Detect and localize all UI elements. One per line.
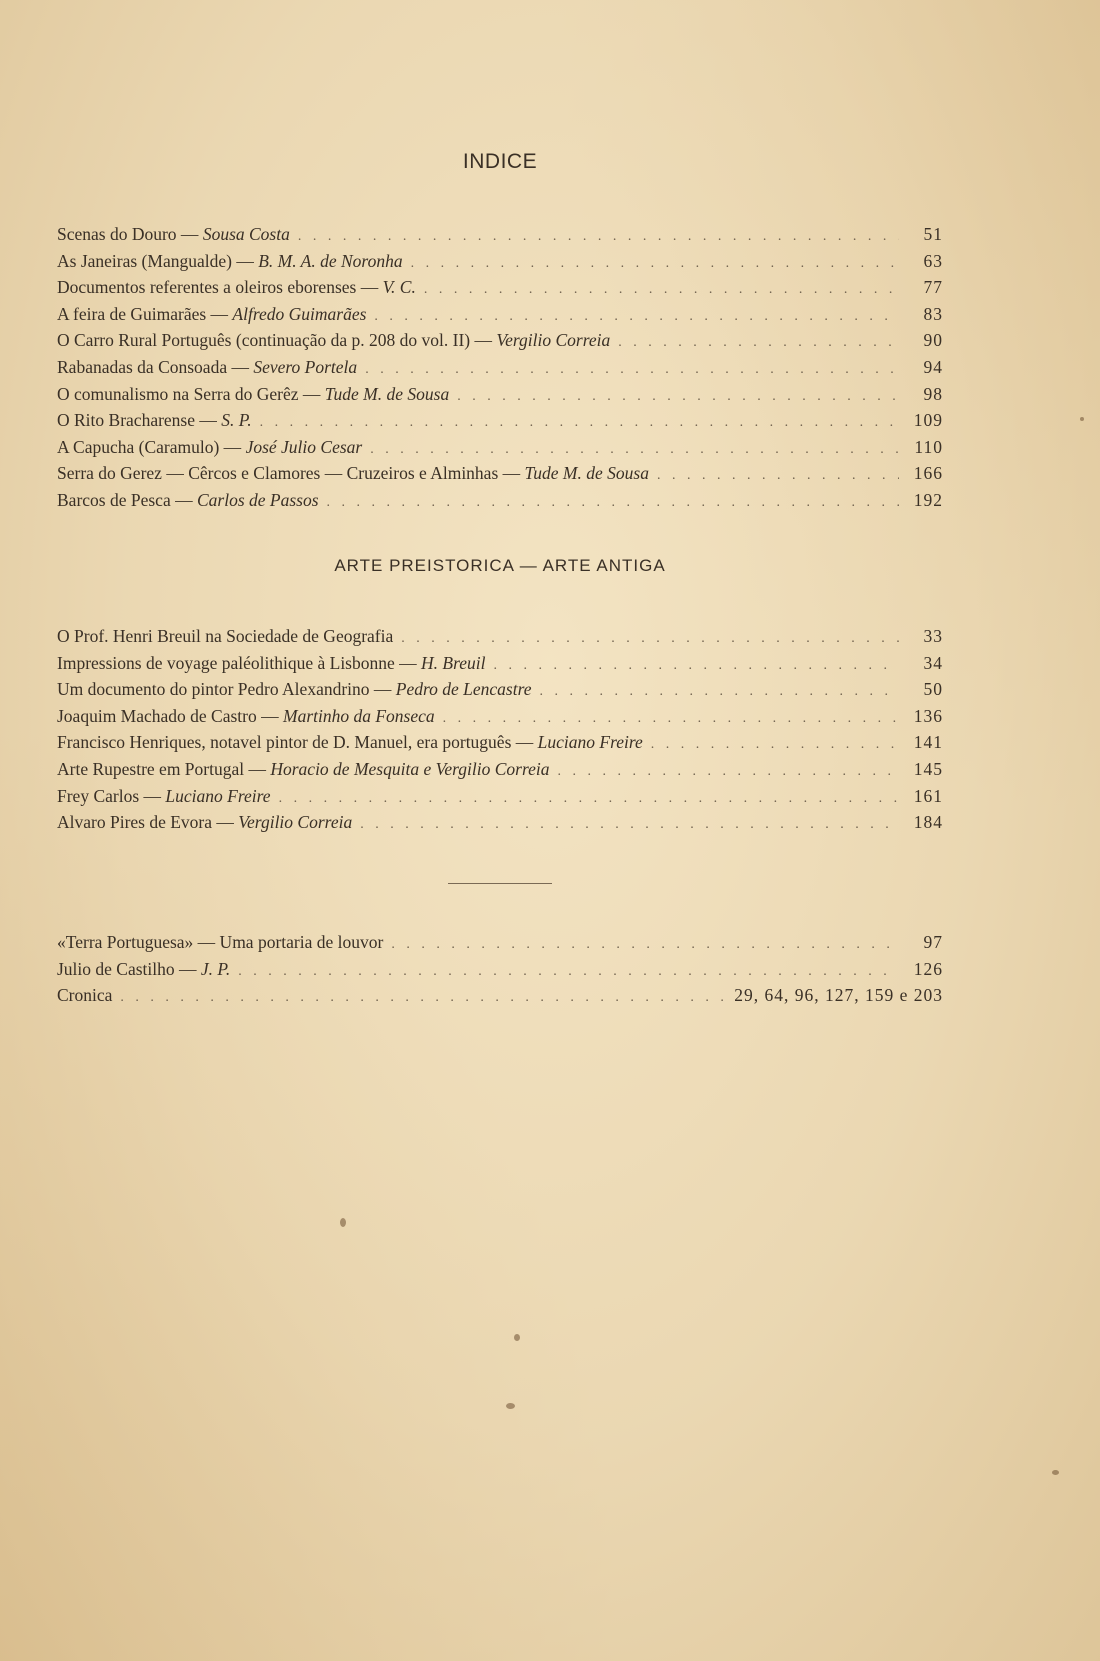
index-entry	[57, 676, 943, 703]
entry-page: 63	[923, 250, 943, 271]
entry-page: 141	[913, 732, 943, 753]
entry-page: 51	[923, 224, 943, 244]
index-entry	[57, 487, 943, 514]
entry-page: 110	[914, 436, 943, 457]
index-entry	[57, 301, 943, 328]
entry-title: A feira de Guimarães —	[57, 303, 233, 324]
entry-page: 184	[913, 812, 943, 833]
entry-page: 145	[913, 758, 943, 779]
entry-title: «Terra Portuguesa» — Uma portaria de louvor	[57, 932, 384, 952]
entry-author: Alfredo Guimarães	[232, 303, 367, 324]
dot-leader	[260, 410, 899, 437]
index-entry	[57, 703, 943, 730]
entry-author: V. C.	[382, 277, 416, 298]
entry-title: O Prof. Henri Breuil na Sociedade de Geografia	[57, 626, 394, 646]
index-entry	[57, 650, 943, 677]
entry-author: Sousa Costa	[202, 224, 290, 244]
entry-page: 109	[913, 410, 943, 431]
entry-title: As Janeiras (Mangualde) —	[57, 250, 259, 271]
entry-title: O Rito Bracharense —	[57, 410, 222, 431]
index-entry	[57, 982, 943, 1009]
dot-leader	[365, 357, 899, 384]
entry-page: 161	[913, 785, 943, 806]
dot-leader	[279, 786, 899, 813]
entry-title: Rabanadas da Consoada —	[57, 356, 254, 377]
arte-index-list	[57, 623, 943, 836]
page-title: INDICE	[462, 150, 538, 173]
entry-page: 50	[923, 679, 943, 700]
entry-author: Horacio de Mesquita e Vergilio Correia	[270, 758, 550, 779]
paper-stain	[1052, 1470, 1059, 1475]
dot-leader	[411, 251, 899, 278]
entry-title: Cronica	[57, 985, 113, 1006]
dot-leader	[494, 653, 900, 680]
index-entry	[57, 729, 943, 756]
index-entry	[57, 623, 943, 650]
entry-author: Vergilio Correia	[496, 330, 611, 351]
entry-title: Serra do Gerez — Cêrcos e Clamores — Cruzeiros e Alminhas —	[57, 463, 525, 484]
entry-title: Frey Carlos —	[57, 785, 166, 806]
entry-author: Luciano Freire	[537, 732, 643, 753]
index-entry	[57, 407, 943, 434]
index-entry	[57, 248, 943, 275]
dot-leader	[558, 759, 899, 786]
dot-leader	[120, 985, 724, 1012]
entry-title: Documentos referentes a oleiros eborenses —	[57, 277, 383, 298]
entry-author: Vergilio Correia	[238, 812, 353, 833]
index-entry	[57, 434, 943, 461]
entry-author: Pedro de Lencastre	[395, 679, 532, 700]
entry-title: Joaquim Machado de Castro —	[57, 705, 283, 726]
entry-title: Arte Rupestre em Portugal —	[57, 758, 271, 779]
entry-title: Julio de Castilho —	[57, 958, 201, 979]
entry-page: 166	[913, 463, 943, 484]
index-entry	[57, 274, 943, 301]
dot-leader	[618, 330, 899, 357]
index-entry	[57, 381, 943, 408]
paper-stain	[514, 1334, 520, 1341]
dot-leader	[238, 959, 899, 986]
dot-leader	[443, 706, 899, 733]
entry-author: José Julio Cesar	[245, 436, 363, 457]
dot-leader	[651, 732, 899, 759]
entry-title: Um documento do pintor Pedro Alexandrino —	[57, 679, 396, 700]
entry-title: Scenas do Douro —	[57, 224, 203, 244]
entry-author: S. P.	[221, 410, 252, 431]
entry-title: Francisco Henriques, notavel pintor de D. Manuel, era português —	[57, 732, 538, 753]
main-index-list	[57, 221, 943, 514]
entry-title: O comunalismo na Serra do Gerêz —	[57, 383, 325, 404]
dot-leader	[360, 812, 899, 839]
misc-index-list	[57, 929, 943, 1009]
entry-title: O Carro Rural Português (continuação da p. 208 do vol. II) —	[57, 330, 497, 351]
index-entry	[57, 327, 943, 354]
entry-page: 192	[913, 489, 943, 510]
dot-leader	[657, 463, 899, 490]
entry-page: 98	[923, 383, 943, 404]
paper-stain	[340, 1218, 346, 1227]
entry-author: Severo Portela	[253, 356, 358, 377]
entry-title: Impressions de voyage paléolithique à Lisbonne —	[57, 652, 422, 673]
entry-page: 126	[913, 958, 943, 979]
index-entry	[57, 221, 943, 248]
entry-page: 77	[923, 277, 943, 298]
entry-title: A Capucha (Caramulo) —	[57, 436, 246, 457]
entry-title: Barcos de Pesca —	[57, 489, 197, 510]
entry-page: 90	[923, 330, 943, 351]
index-entry	[57, 809, 943, 836]
entry-page: 33	[923, 626, 943, 646]
entry-page: 83	[923, 303, 943, 324]
entry-page: 97	[923, 932, 943, 952]
index-entry	[57, 956, 943, 983]
entry-author: Martinho da Fonseca	[283, 705, 435, 726]
dot-leader	[424, 277, 899, 304]
dot-leader	[374, 304, 899, 331]
entry-page: 94	[923, 356, 943, 377]
entry-title: Alvaro Pires de Evora —	[57, 812, 239, 833]
paper-stain	[1080, 417, 1084, 421]
index-entry	[57, 354, 943, 381]
section-title: ARTE PREISTORICA — ARTE ANTIGA	[334, 556, 666, 575]
entry-page: 136	[913, 705, 943, 726]
entry-author: H. Breuil	[421, 652, 486, 673]
index-entry	[57, 929, 943, 956]
entry-author: Tude M. de Sousa	[324, 383, 450, 404]
entry-author: J. P.	[200, 958, 231, 979]
dot-leader	[327, 490, 899, 517]
dot-leader	[401, 626, 899, 653]
dot-leader	[298, 224, 899, 251]
dot-leader	[391, 932, 899, 959]
dot-leader	[540, 679, 899, 706]
entry-author: Tude M. de Sousa	[524, 463, 649, 484]
entry-author: Luciano Freire	[165, 785, 271, 806]
entry-page: 34	[923, 652, 943, 673]
index-entry	[57, 460, 943, 487]
entry-author: Carlos de Passos	[196, 489, 319, 510]
paper-stain	[506, 1403, 515, 1409]
section-divider	[448, 883, 552, 884]
dot-leader	[370, 437, 899, 464]
dot-leader	[457, 384, 899, 411]
index-entry	[57, 783, 943, 810]
entry-page: 29, 64, 96, 127, 159 e 203	[734, 985, 943, 1006]
index-entry	[57, 756, 943, 783]
entry-author: B. M. A. de Noronha	[258, 250, 403, 271]
